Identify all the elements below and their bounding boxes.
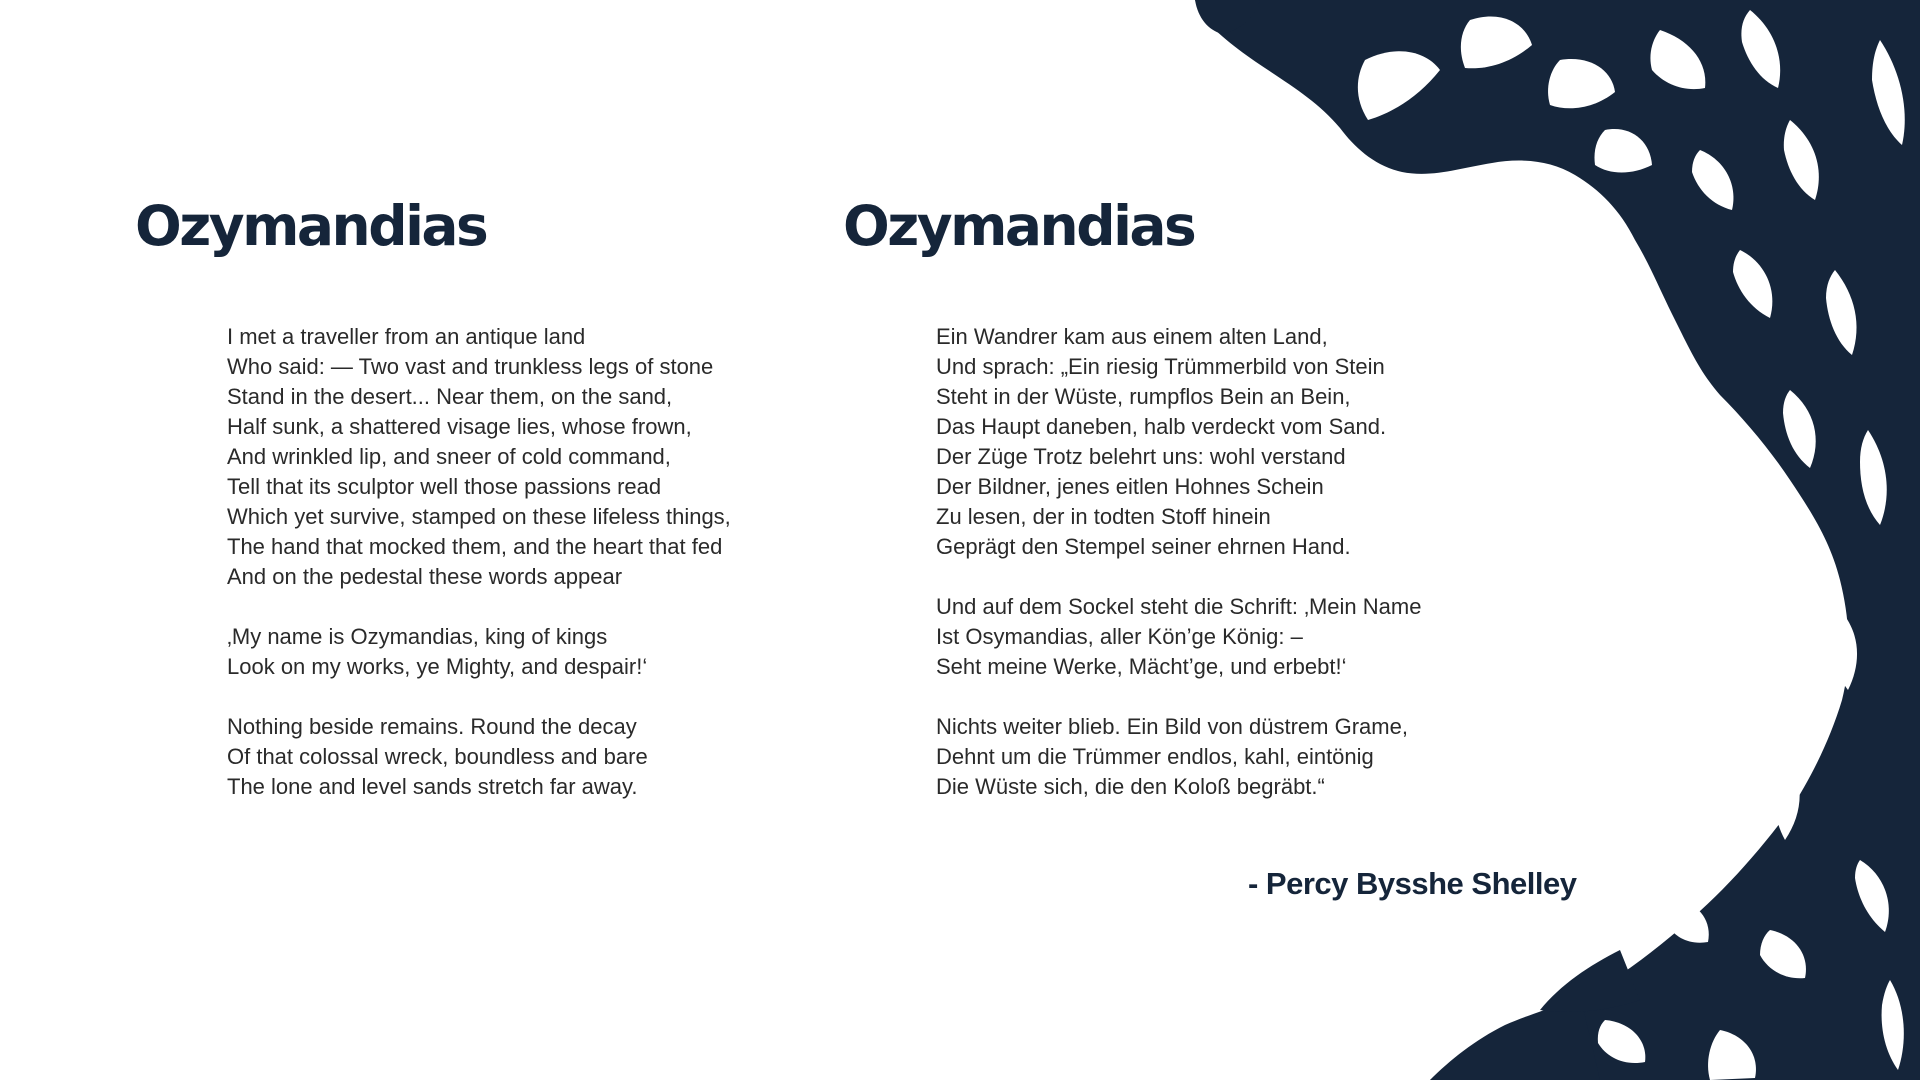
- english-poem: [227, 322, 731, 802]
- poem-line: Look on my works, ye Mighty, and despair!‘: [227, 654, 648, 679]
- stanza-gap: [227, 682, 731, 712]
- poem-line: Und sprach: „Ein riesig Trümmerbild von Stein: [936, 354, 1385, 379]
- poem-line: Half sunk, a shattered visage lies, whose frown,: [227, 414, 692, 439]
- poem-line: Die Wüste sich, die den Koloß begräbt.“: [936, 774, 1325, 799]
- english-title: Ozymandias: [135, 194, 487, 258]
- poem-line: The lone and level sands stretch far away.: [227, 774, 638, 799]
- poem-line: Dehnt um die Trümmer endlos, kahl, eintönig: [936, 744, 1374, 769]
- poem-line: Der Züge Trotz belehrt uns: wohl verstand: [936, 444, 1346, 469]
- german-title: Ozymandias: [843, 194, 1195, 258]
- poem-line: Und auf dem Sockel steht die Schrift: ‚Mein Name: [936, 594, 1422, 619]
- poem-line: Nichts weiter blieb. Ein Bild von düstrem Grame,: [936, 714, 1408, 739]
- poem-line: Which yet survive, stamped on these lifeless things,: [227, 504, 731, 529]
- poem-line: And on the pedestal these words appear: [227, 564, 623, 589]
- poem-line: Geprägt den Stempel seiner ehrnen Hand.: [936, 534, 1351, 559]
- poem-line: Nothing beside remains. Round the decay: [227, 714, 637, 739]
- poem-line: Seht meine Werke, Mächt’ge, und erbebt!‘: [936, 654, 1347, 679]
- poem-line: I met a traveller from an antique land: [227, 324, 586, 349]
- poem-line: ‚My name is Ozymandias, king of kings: [227, 624, 608, 649]
- poem-line: Das Haupt daneben, halb verdeckt vom Sand.: [936, 414, 1387, 439]
- poem-line: Tell that its sculptor well those passions read: [227, 474, 662, 499]
- poem-line: The hand that mocked them, and the heart that fed: [227, 534, 723, 559]
- poem-line: Ist Osymandias, aller Kön’ge König: –: [936, 624, 1303, 649]
- poem-line: Zu lesen, der in todten Stoff hinein: [936, 504, 1271, 529]
- author-attribution: - Percy Bysshe Shelley: [1248, 866, 1577, 901]
- stanza-gap: [227, 592, 731, 622]
- poem-line: Who said: — Two vast and trunkless legs of stone: [227, 354, 714, 379]
- poem-line: Der Bildner, jenes eitlen Hohnes Schein: [936, 474, 1324, 499]
- german-poem: [936, 322, 1421, 802]
- poem-line: Ein Wandrer kam aus einem alten Land,: [936, 324, 1328, 349]
- poem-line: Of that colossal wreck, boundless and bare: [227, 744, 648, 769]
- stanza-gap: [936, 682, 1421, 712]
- poem-line: Steht in der Wüste, rumpflos Bein an Bein,: [936, 384, 1351, 409]
- poem-line: Stand in the desert... Near them, on the sand,: [227, 384, 673, 409]
- stanza-gap: [936, 562, 1421, 592]
- poem-line: And wrinkled lip, and sneer of cold command,: [227, 444, 671, 469]
